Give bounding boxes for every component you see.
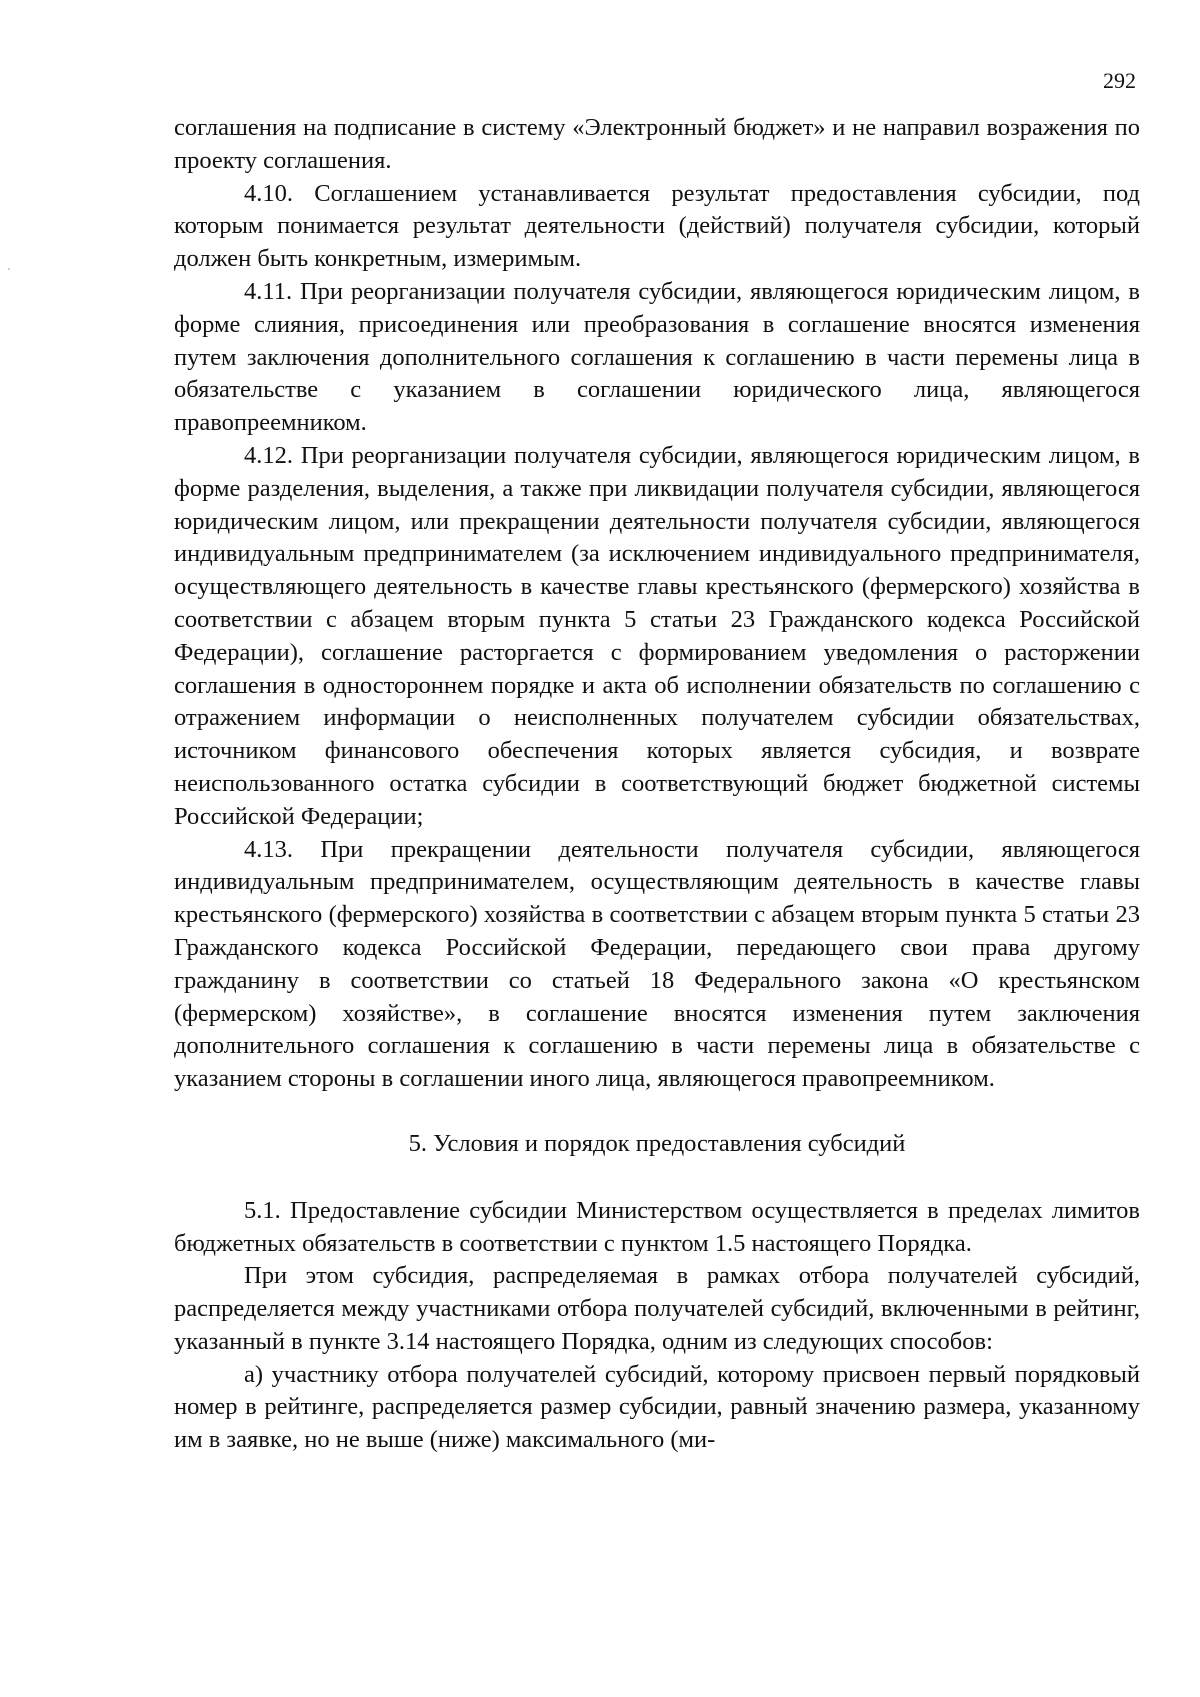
paragraph-5-1-a: а) участнику отбора получателей субсидий, которому присвоен первый порядковый номер в рейтинге, распределяется размер субсидии, равный значению размера, указанному им в заявке, но не выше (ниже) максимального (ми- [174, 1360, 1140, 1454]
paragraph-4-12: 4.12. При реорганизации получателя субсидии, являющегося юридическим лицом, в форме разделения, выделения, а также при ликвидации получателя субсидии, являющегося юридическим лицом, или прекращении деятельности получателя субсидии, являющегося индивидуальным предпринимателем (за исключением индивидуального предпринимателя, осуществляющего деятельность в качестве главы крестьянского (фермерского) хозяйства в соответствии с абзацем вторым пункта 5 статьи 23 Гражданского кодекса Российской Федерации), соглашение расторгается с формированием уведомления о расторжении соглашения в одностороннем порядке и акта об исполнении обязательств по соглашению с отражением информации о неисполненных получателем субсидии обязательствах, источником финансового обеспечения которых является субсидия, и возврате неиспользованного остатка субсидии в соответствующий бюджет бюджетной системы Российской Федерации; [174, 441, 1140, 830]
paragraph-4-10: 4.10. Соглашением устанавливается результат предоставления субсидии, под которым понимается результат деятельности (действий) получателя субсидии, который должен быть конкретным, измеримым. [174, 179, 1140, 273]
document-body [174, 112, 1140, 1457]
paragraph-continuation: соглашения на подписание в систему «Электронный бюджет» и не направил возражения по проекту соглашения. [174, 114, 1140, 174]
paragraph-4-11: 4.11. При реорганизации получателя субсидии, являющегося юридическим лицом, в форме слияния, присоединения или преобразования в соглашение вносятся изменения путем заключения дополнительного соглашения к соглашению в части перемены лица в обязательстве с указанием в соглашении юридического лица, являющегося правопреемником. [174, 277, 1140, 437]
page-number: 292 [1103, 68, 1136, 93]
scan-artifact [8, 268, 10, 270]
paragraph-4-13: 4.13. При прекращении деятельности получателя субсидии, являющегося индивидуальным предпринимателем, осуществляющим деятельность в качестве главы крестьянского (фермерского) хозяйства в соответствии с абзацем вторым пункта 5 статьи 23 Гражданского кодекса Российской Федерации, передающего свои права другому гражданину в соответствии со статьей 18 Федерального закона «О крестьянском (фермерском) хозяйстве», в соглашение вносятся изменения путем заключения дополнительного соглашения к соглашению в части перемены лица в обязательстве с указанием стороны в соглашении иного лица, являющегося правопреемником. [174, 835, 1140, 1093]
section-heading-5: 5. Условия и порядок предоставления субсидий [408, 1129, 906, 1157]
paragraph-5-1-distribution: При этом субсидия, распределяемая в рамках отбора получателей субсидий, распределяется между участниками отбора получателей субсидий, включенными в рейтинг, указанный в пункте 3.14 настоящего Порядка, одним из следующих способов: [174, 1262, 1140, 1355]
paragraph-5-1: 5.1. Предоставление субсидии Министерством осуществляется в пределах лимитов бюджетных обязательств в соответствии с пунктом 1.5 настоящего Порядка. [174, 1196, 1140, 1257]
